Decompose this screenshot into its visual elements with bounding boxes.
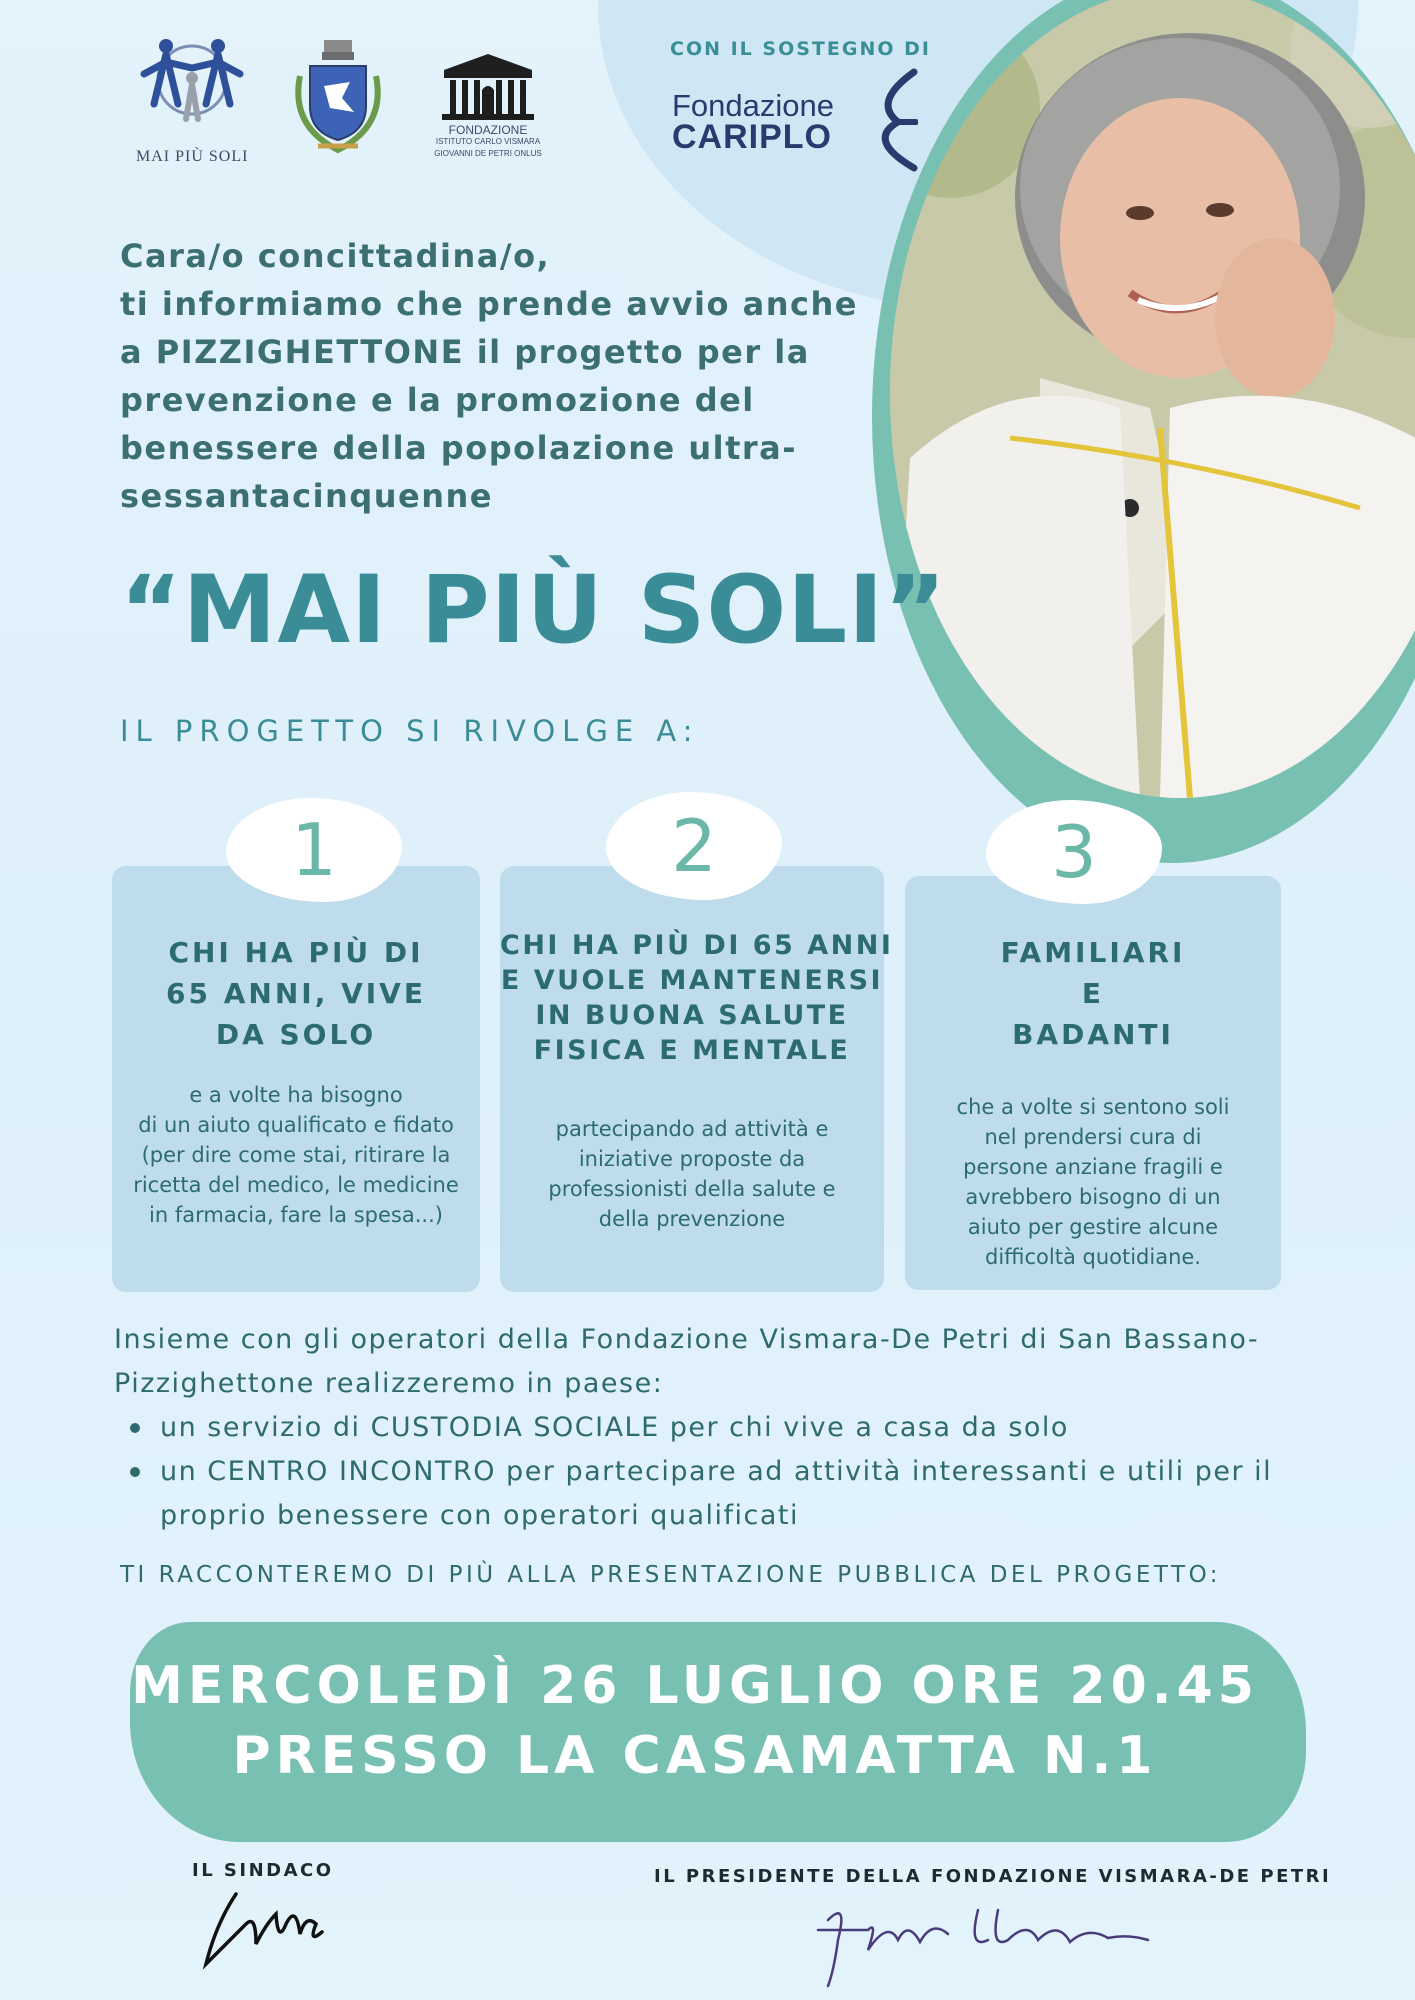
president-label: IL PRESIDENTE DELLA FONDAZIONE VISMARA-DE PETRI — [654, 1866, 1332, 1887]
card-number-badge: 3 — [986, 800, 1162, 904]
signature-scribble-icon — [808, 1890, 1168, 1990]
card-text-line: iniziative proposte da — [578, 1147, 806, 1171]
card-text-line: (per dire come stai, ritirare la — [141, 1143, 451, 1167]
project-title: “MAI PIÙ SOLI” — [120, 556, 947, 665]
signature-scribble-icon — [196, 1884, 336, 1974]
card-title-line: IN BUONA SALUTE — [535, 1000, 849, 1031]
fondazione-vismara-logo-caption — [420, 124, 556, 160]
card-title-line: CHI HA PIÙ DI 65 ANNI — [500, 930, 894, 961]
card-title-line: 65 ANNI, VIVE — [166, 977, 426, 1010]
intro-line: benessere della popolazione ultra- — [120, 429, 798, 467]
card-text-line: difficoltà quotidiane. — [985, 1245, 1201, 1269]
service-bullet — [114, 1450, 1354, 1494]
event-date-time: MERCOLEDÌ 26 LUGLIO ORE 20.45 — [131, 1656, 1259, 1716]
services-paragraph — [114, 1318, 1354, 1538]
card-title-line: E — [1081, 977, 1105, 1010]
card-title-line: FISICA E MENTALE — [533, 1035, 851, 1066]
cariplo-c-icon — [868, 66, 918, 174]
fondazione-caption-line1: FONDAZIONE — [448, 123, 528, 137]
card-text-line: in farmacia, fare la spesa...) — [149, 1203, 443, 1227]
mai-piu-soli-logo — [136, 34, 248, 134]
service-bullet-continuation: proprio benessere con operatori qualificati — [160, 1500, 799, 1531]
service-bullet-text: un CENTRO INCONTRO per partecipare ad attività interessanti e utili per il — [160, 1456, 1273, 1487]
intro-line: ti informiamo che prende avvio anche — [120, 285, 858, 323]
event-location: PRESSO LA CASAMATTA N.1 — [232, 1726, 1158, 1786]
card-text-line: avrebbero bisogno di un — [965, 1185, 1221, 1209]
sponsor-name-line2: CARIPLO — [672, 118, 832, 156]
card-description — [112, 1080, 480, 1230]
card-title — [905, 932, 1281, 1055]
card-description — [905, 1092, 1281, 1272]
fondazione-caption-line2: ISTITUTO CARLO VISMARA — [435, 137, 541, 146]
card-title — [500, 928, 894, 1068]
card-text-line: professionisti della salute e — [548, 1177, 836, 1201]
card-text-line: aiuto per gestire alcune — [967, 1215, 1219, 1239]
intro-line: Cara/o concittadina/o, — [120, 237, 551, 275]
card-text-line: persone anziane fragili e — [963, 1155, 1223, 1179]
mayor-label: IL SINDACO — [192, 1860, 334, 1881]
card-text-line: di un aiuto qualificato e fidato — [138, 1113, 454, 1137]
fondazione-caption-line3: GIOVANNI DE PETRI ONLUS — [434, 149, 542, 158]
intro-line: a PIZZIGHETTONE il progetto per la — [120, 333, 810, 371]
building-icon — [440, 50, 536, 122]
service-bullet-text: un servizio di CUSTODIA SOCIALE per chi vive a casa da solo — [160, 1412, 1069, 1443]
card-text-line: della prevenzione — [598, 1207, 786, 1231]
mayor-signature — [196, 1884, 336, 1974]
services-line: Pizzighettone realizzeremo in paese: — [114, 1368, 664, 1399]
sponsor-label: CON IL SOSTEGNO DI — [670, 38, 931, 60]
card-title-line: CHI HA PIÙ DI — [168, 936, 424, 969]
card-number-badge: 1 — [226, 798, 402, 902]
card-text-line: e a volte ha bisogno — [189, 1083, 403, 1107]
card-text-line: nel prendersi cura di — [984, 1125, 1202, 1149]
card-text-line: partecipando ad attività e — [555, 1117, 829, 1141]
intro-paragraph — [120, 232, 880, 520]
comune-crest-logo — [290, 36, 386, 162]
people-circle-icon — [136, 34, 248, 134]
presentation-announcement: TI RACCONTEREMO DI PIÙ ALLA PRESENTAZIONE PUBBLICA DEL PROGETTO: — [120, 1562, 1222, 1588]
target-audience-heading: IL PROGETTO SI RIVOLGE A: — [120, 714, 700, 748]
services-line: Insieme con gli operatori della Fondazione Vismara-De Petri di San Bassano- — [114, 1324, 1260, 1355]
president-signature — [808, 1890, 1168, 1990]
card-title-line: DA SOLO — [215, 1018, 377, 1051]
intro-line: sessantacinquenne — [120, 477, 493, 515]
sponsor-name-line1: Fondazione — [672, 88, 835, 123]
card-description — [500, 1114, 884, 1234]
card-title-line: E VUOLE MANTENERSI — [500, 965, 884, 996]
service-bullet — [114, 1406, 1354, 1450]
cariplo-logo-mark — [868, 66, 918, 174]
card-text-line: ricetta del medico, le medicine — [133, 1173, 459, 1197]
card-title — [112, 932, 480, 1055]
fondazione-vismara-logo — [440, 50, 536, 122]
card-title-line: BADANTI — [1012, 1018, 1174, 1051]
card-title-line: FAMILIARI — [1000, 936, 1186, 969]
card-number-badge: 2 — [606, 792, 782, 900]
card-text-line: che a volte si sentono soli — [956, 1095, 1230, 1119]
bullet-dot-icon — [130, 1467, 140, 1477]
crest-icon — [290, 36, 386, 162]
bullet-dot-icon — [130, 1423, 140, 1433]
intro-line: prevenzione e la promozione del — [120, 381, 755, 419]
mai-piu-soli-logo-caption: MAI PIÙ SOLI — [136, 148, 249, 165]
